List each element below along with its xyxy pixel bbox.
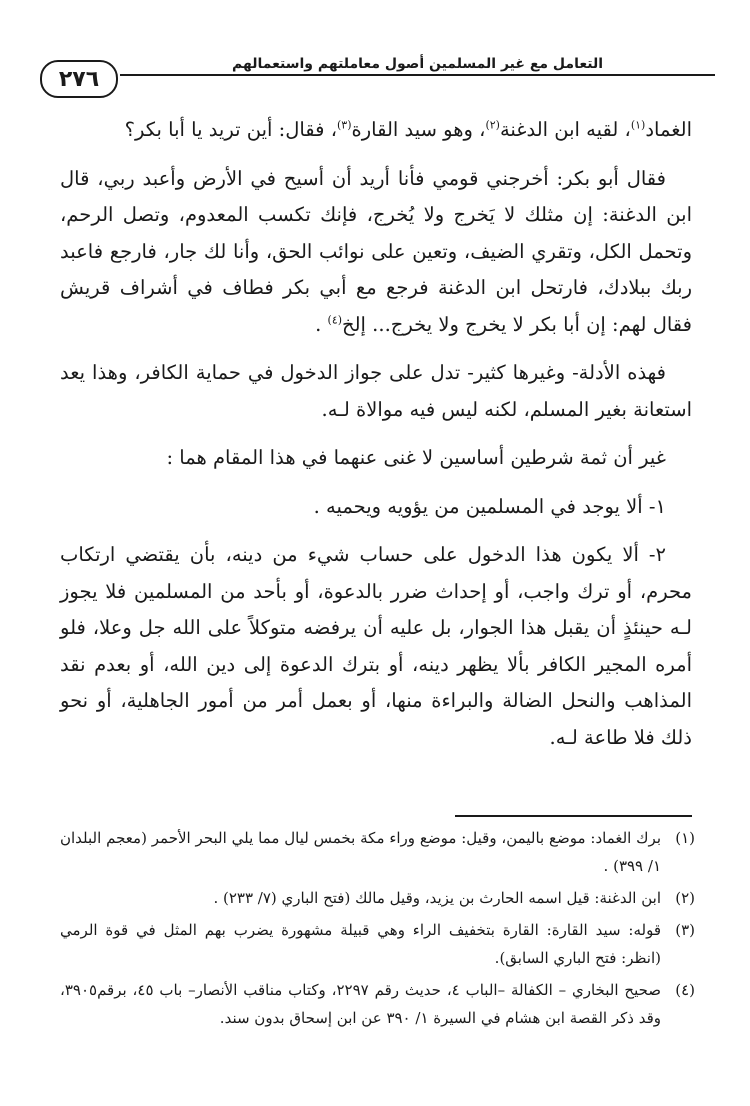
paragraph-3: فهذه الأدلة- وغيرها كثير- تدل على جواز الدخول في حماية الكافر، وهذا يعد استعانة بغير المسلم، لكنه ليس فيه موالاة لـه.: [60, 361, 692, 421]
running-title: التعامل مع غير المسلمين أصول معاملتهم واستعمالهم: [231, 56, 604, 72]
footnotes: [60, 824, 695, 1036]
footnote-marker: (٢): [675, 889, 695, 907]
footnote-1: [60, 824, 695, 880]
paragraph-4: غير أن ثمة شرطين أساسين لا غنى عنهما في هذا المقام هما :: [166, 446, 666, 469]
footnote-ref-3[interactable]: (٣): [337, 118, 352, 132]
footnote-4: [60, 976, 695, 1032]
footnote-marker: (٤): [675, 981, 695, 999]
body-text: [60, 112, 692, 756]
condition-2: ٢- ألا يكون هذا الدخول على حساب شيء من دينه، بأن يقتضي ارتكاب محرم، أو ترك واجب، أو إحداث ضرر بالدعوة، أو بأحد من المسلمين فلا يجوز لـه حينئذٍ أن يقبل هذا الجوار، بل عليه أن يرفضه متوكلاً على الله جل وعلا، فلو أمره المجير الكافر بألا يظهر دينه، أو بترك الدعوة إلى دين الله، أو بعدم نقد المذاهب والنحل الضالة والبراءة منها، أو بعمل أمر من أمور الجاهلية، أو نحو ذلك فلا طاعة لـه.: [60, 543, 692, 749]
text-run: الغماد: [645, 118, 692, 141]
page-header: [40, 52, 720, 98]
footnote-marker: (١): [675, 829, 695, 847]
footnote-text: صحيح البخاري – الكفالة –الباب ٤، حديث رقم ٢٢٩٧، وكتاب مناقب الأنصار– باب ٤٥، برقم٣٩٠٥، وقد ذكر القصة ابن هشام في السيرة ١/ ٣٩٠ عن ابن إسحاق بدون سند.: [60, 981, 662, 1027]
footnote-ref-2[interactable]: (٢): [485, 118, 500, 132]
text-run: ، لقيه ابن الدغنة: [499, 118, 631, 141]
footnote-text: ابن الدغنة: قيل اسمه الحارث بن يزيد، وقيل مالك (فتح الباري (٧/ ٢٣٣) .: [213, 889, 661, 907]
text-run: ، فقال: أين تريد يا أبا بكر؟: [124, 118, 337, 141]
footnote-text: قوله: سيد القارة: القارة بتخفيف الراء وهي قبيلة مشهورة يضرب بهم المثل في قوة الرمي (انظر: فتح الباري السابق).: [60, 921, 661, 967]
footnote-3: [60, 916, 695, 972]
footnote-text: برك الغماد: موضع باليمن، وقيل: موضع وراء مكة بخمس ليال مما يلي البحر الأحمر (معجم البلدان ١/ ٣٩٩) .: [60, 829, 661, 875]
footnote-ref-4[interactable]: (٤): [327, 313, 343, 326]
header-rule: [120, 74, 715, 76]
text-run: ، وهو سيد القارة: [351, 118, 486, 141]
paragraph-1: [60, 112, 692, 149]
footnote-marker: (٣): [675, 921, 695, 939]
page-number: ٢٧٦: [40, 60, 118, 98]
text-run: فقال أبو بكر: أخرجني قومي فأنا أريد أن أسيح في الأرض وأعبد ربي، قال ابن الدغنة: إن مثلك لا يَخرج ولا يُخرج، فإنك تكسب المعدوم، وتصل الرحم، وتحمل الكل، وتقري الضيف، وتعين على نوائب الحق، وأنا لك جار، فارجع فاعبد ربك ببلادك، فارتحل ابن الدغنة فرجع مع أبي بكر فطاف في أشراف قريش فقال لهم: إن أبا بكر لا يخرج ولا يخرج... إلخ: [60, 166, 692, 336]
paragraph-2: [60, 161, 692, 344]
footnote-separator: [455, 815, 692, 817]
text-run: .: [315, 312, 328, 336]
footnote-2: [60, 884, 695, 912]
footnote-ref-1[interactable]: (١): [630, 118, 646, 132]
condition-1: ١- ألا يوجد في المسلمين من يؤويه ويحميه .: [313, 494, 666, 518]
